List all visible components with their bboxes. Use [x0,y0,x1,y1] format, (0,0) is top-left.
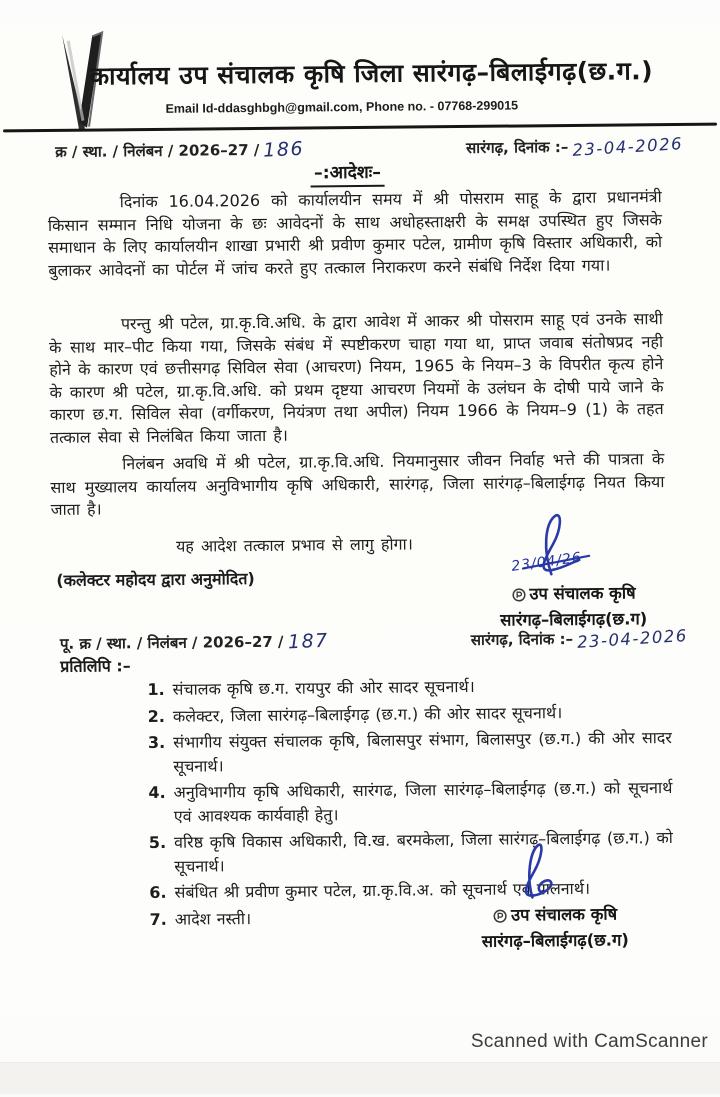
copy-to-label: प्रतिलिपि :– [60,656,131,676]
collector-approval-line: (कलेक्टर महोदय द्वारा अनुमोदित) [56,569,255,590]
endorsement-prefix: पू. क्र / स्था. / निलंबन / 2026–27 / [59,632,284,653]
camscanner-watermark: Scanned with CamScanner [470,1031,708,1052]
reference-number [55,138,304,162]
signature-artwork [432,840,678,904]
scan-bottom-strip [0,1062,720,1094]
endorsement-place-date [470,625,689,652]
endorsement-date-handwritten: 23-04-2026 [576,625,689,652]
endorsement-place-date-label: सारंगढ़, दिनांक :– [470,629,574,649]
initial-scribble-icon [493,907,508,930]
initial-scribble-icon [511,585,526,608]
place-date [465,133,684,160]
endorsement-number-handwritten: 187 [287,629,329,654]
order-heading: –:आदेशः– [0,157,698,191]
recipient-item: 3. संभागीय संयुक्त संचालक कृषि, बिलासपुर संभाग, बिलासपुर (छ.ग.) की ओर सादर सूचनार्थ। [147,728,672,776]
recipient-item: 1. संचालक कृषि छ.ग. रायपुर की ओर सादर सूचनार्थ। [147,676,475,700]
signature-block-top [453,509,694,632]
signatory-office: सारंगढ़–बिलाईगढ़(छ.ग) [500,609,648,630]
endorsement-number [60,629,328,654]
reference-number-handwritten: 186 [262,137,305,162]
office-title: कार्यालय उप संचालक कृषि जिला सारंगढ़–बिलाईगढ़(छ.ग.) [89,56,654,91]
recipient-item: 2. कलेक्टर, जिला सारंगढ़–बिलाईगढ़ (छ.ग.) की ओर सादर सूचनार्थ। [147,702,563,726]
signature-date-handwritten: 23/04/26 [510,549,583,575]
order-effect-line: यह आदेश तत्काल प्रभाव से लागु होगा। [175,534,413,556]
endorsement-reference-line [60,626,688,654]
place-date-label: सारंगढ़, दिनांक :– [465,137,569,157]
order-paragraph-1: दिनांक 16.04.2026 को कार्यालयीन समय में श्री पोसराम साहू के द्वारा प्रधानमंत्री किसान सम्मान निधि योजना के छः आवेदनों के साथ अधोहस्ताक्षरी के समक्ष उपस्थित हुए जिसके समाधान के लिए कार्यालयीन शाखा प्रभारी श्री प्रवीण कुमार पटेल, ग्रामीण कृषि विस्तार अधिकारी, को बुलाकर आवेदनों का पोर्टल में जांच करते हुए तत्काल निराकरण करने संबंधि निर्देश दिया गया। [47,187,663,280]
signature-icon [493,510,614,583]
order-paragraph-2: परन्तु श्री पटेल, ग्रा.कृ.वि.अधि. के द्वारा आवेश में आकर श्री पोसराम साहू एवं उनके साथी के साथ मार–पीट किया गया, जिसके संबंध में स्पष्टीकरण चाहा गया था, प्राप्त जवाब संतोषप्रद नही होने के कारण एवं छत्तीसगढ़ सिविल सेवा (आचरण) नियम, 1965 के नियम–3 के विपरीत कृत्य होने के कारण श्री पटेल, ग्रा.कृ.वि.अधि. को प्रथम दृष्टया आचरण नियमों के उलंघन के दोषी पाये जाने के कारण छ.ग. सिविल सेवा (वर्गीकरण, नियंत्रण तथा अपील) नियम 1966 के नियम–9 (1) के तहत तत्काल सेवा से निलंबित किया जाता है। [49,309,664,447]
office-contact-line: Email Id-ddasghbgh@gmail.com, Phone no. - 07768-299015 [165,98,519,116]
signature-block-bottom [432,840,678,953]
signatory-office: सारंगढ़–बिलाईगढ़(छ.ग) [481,930,629,951]
recipient-item: 6. संबंधित श्री प्रवीण कुमार पटेल, ग्रा.कृ.वि.अ. को सूचनार्थ एवं पालनार्थ। [149,878,591,903]
reference-prefix: क्र / स्था. / निलंबन / 2026–27 / [55,140,260,161]
order-paragraph-3: निलंबन अवधि में श्री पटेल, ग्रा.कृ.वि.अधि. नियमानुसार जीवन निर्वाह भत्ते की पात्रता के साथ मुख्यालय कार्यालय अनुविभागीय कृषि अधिकारी, सारंगढ़, जिला सारंगढ़–बिलाईगढ़ नियत किया जाता है। [50,449,665,519]
recipient-item: 4. अनुविभागीय कृषि अधिकारी, सारंगढ, जिला सारंगढ़–बिलाईगढ़ (छ.ग.) को सूचनार्थ एवं आवश्यक कार्यवाही हेतु। [148,778,673,826]
recipient-item: 5. वरिष्ठ कृषि विकास अधिकारी, वि.ख. बरमकेला, जिला सारंगढ़–बिलाईगढ़ (छ.ग.) को सूचनार्थ। [148,828,673,876]
recipient-item: 7. आदेश नस्ती। [149,908,252,929]
signatory-title: उप संचालक कृषि [432,902,677,930]
signatory-title: उप संचालक कृषि [453,581,693,609]
date-handwritten: 23-04-2026 [571,133,684,160]
signature-icon [480,841,591,904]
signature-artwork [453,509,694,583]
